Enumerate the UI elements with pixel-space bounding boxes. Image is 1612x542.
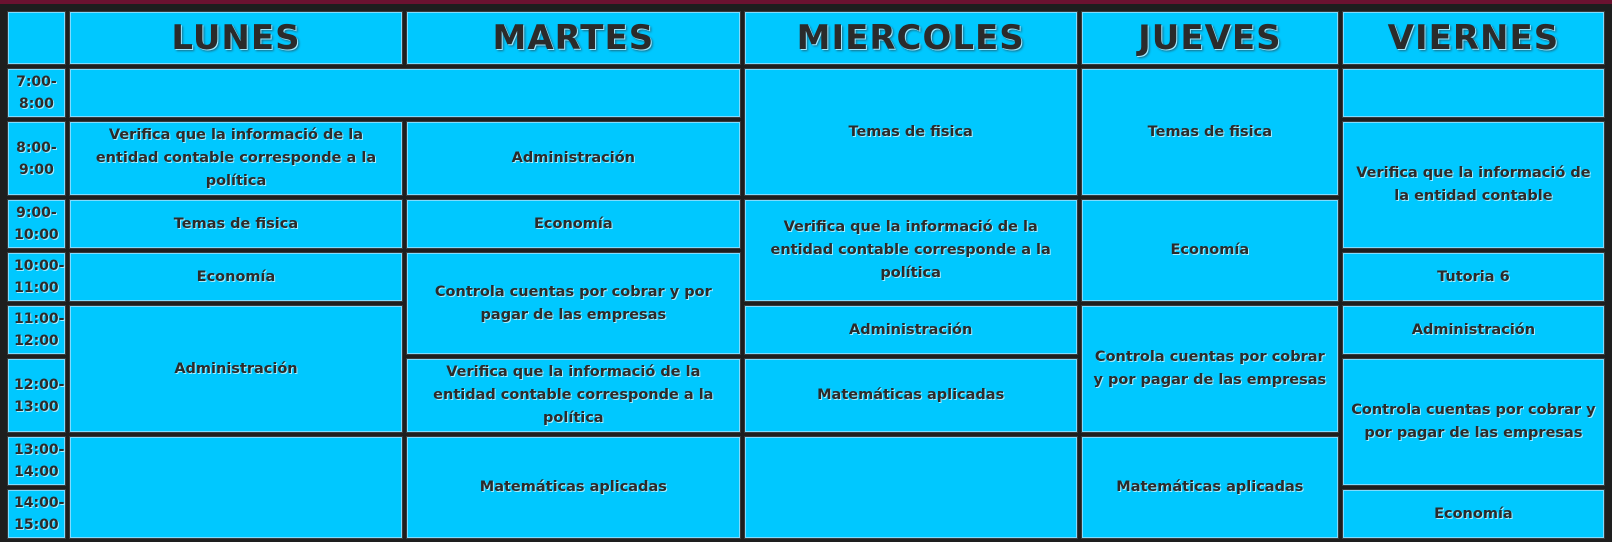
class-cell: Matemáticas aplicadas — [1081, 436, 1339, 539]
time-start: 12:00- — [14, 376, 65, 393]
class-cell: Controla cuentas por cobrar y por pagar de las empresas — [406, 252, 740, 355]
time-slot — [7, 252, 66, 302]
time-slot — [7, 358, 66, 433]
class-cell: Economía — [406, 199, 740, 249]
class-cell — [69, 68, 741, 118]
day-header-miercoles: MIERCOLES — [744, 11, 1078, 65]
time-slot — [7, 121, 66, 196]
class-cell: Tutoria 6 — [1342, 252, 1605, 302]
time-row — [7, 68, 1605, 118]
time-start: 13:00- — [14, 442, 65, 458]
time-end: 13:00 — [14, 398, 59, 415]
class-cell: Temas de fisica — [744, 68, 1078, 196]
time-start: 11:00- — [14, 311, 65, 327]
class-cell: Administración — [69, 305, 403, 433]
time-slot — [7, 199, 66, 249]
class-cell: Matemáticas aplicadas — [406, 436, 740, 539]
day-header-lunes: LUNES — [69, 11, 403, 65]
time-slot — [7, 68, 66, 118]
class-cell: Temas de fisica — [69, 199, 403, 249]
time-end: 9:00 — [18, 161, 54, 178]
class-cell: Controla cuentas por cobrar y por pagar de las empresas — [1342, 358, 1605, 486]
time-end: 11:00 — [14, 280, 59, 296]
class-cell: Controla cuentas por cobrar y por pagar de las empresas — [1081, 305, 1339, 433]
time-start: 8:00- — [16, 139, 57, 156]
time-row — [7, 305, 1605, 355]
time-slot — [7, 489, 66, 539]
class-cell: Economía — [1342, 489, 1605, 539]
time-end: 15:00 — [14, 517, 59, 533]
weekly-schedule-table — [4, 8, 1608, 542]
time-start: 9:00- — [16, 205, 57, 221]
class-cell: Verifica que la informació de la entidad contable — [1342, 121, 1605, 249]
class-cell: Temas de fisica — [1081, 68, 1339, 196]
time-start: 10:00- — [14, 258, 65, 274]
time-start: 7:00- — [16, 74, 57, 90]
class-cell: Matemáticas aplicadas — [744, 358, 1078, 433]
class-cell — [1342, 68, 1605, 118]
time-end: 12:00 — [14, 333, 59, 349]
class-cell: Verifica que la informació de la entidad contable corresponde a la política — [406, 358, 740, 433]
day-header-jueves: JUEVES — [1081, 11, 1339, 65]
time-slot — [7, 436, 66, 486]
class-cell: Administración — [1342, 305, 1605, 355]
header-row — [7, 11, 1605, 65]
class-cell: Economía — [69, 252, 403, 302]
class-cell — [69, 436, 403, 539]
time-end: 8:00 — [18, 96, 54, 112]
time-end: 14:00 — [14, 464, 59, 480]
class-cell: Administración — [744, 305, 1078, 355]
class-cell: Economía — [1081, 199, 1339, 302]
time-end: 10:00 — [14, 227, 59, 243]
corner-cell — [7, 11, 66, 65]
day-header-viernes: VIERNES — [1342, 11, 1605, 65]
class-cell: Verifica que la informació de la entidad contable corresponde a la política — [744, 199, 1078, 302]
time-slot — [7, 305, 66, 355]
time-start: 14:00- — [14, 495, 65, 511]
class-cell — [744, 436, 1078, 539]
schedule-container — [0, 4, 1612, 533]
class-cell: Verifica que la informació de la entidad contable corresponde a la política — [69, 121, 403, 196]
class-cell: Administración — [406, 121, 740, 196]
day-header-martes: MARTES — [406, 11, 740, 65]
